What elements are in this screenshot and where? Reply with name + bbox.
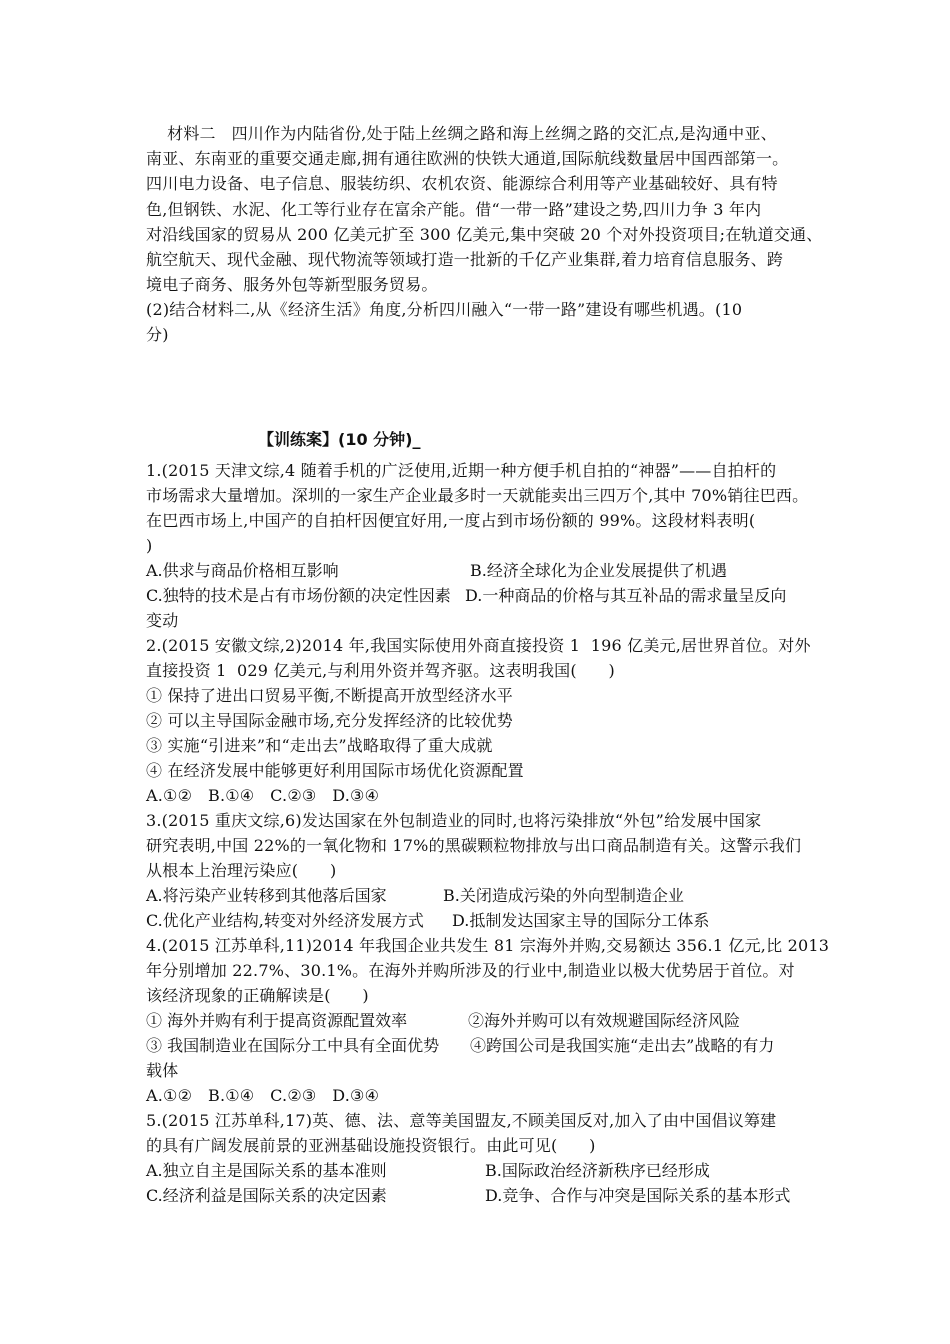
question-1-options-row [146,586,822,606]
question-5-line: 的具有广阔发展前景的亚洲基础设施投资银行。由此可见( ) [146,1136,596,1155]
question-3-options-row [146,886,822,906]
question-2-line: 2.(2015 安徽文综,2)2014 年,我国实际使用外商直接投资 1 196 亿美元,居世界首位。对外 [146,636,811,655]
option-d-continuation: 变动 [146,611,179,630]
item-4-continuation: 载体 [146,1061,179,1080]
option-d: D.抵制发达国家主导的国际分工体系 [452,911,710,930]
question-4-items-row [146,1011,822,1031]
question-4-line: 年分别增加 22.7%、30.1%。在海外并购所涉及的行业中,制造业以极大优势居于首位。对 [146,961,795,980]
option-b: B.关闭造成污染的外向型制造企业 [443,886,684,905]
option-c: C.独特的技术是占有市场份额的决定性因素 [146,586,451,605]
option-b: B.经济全球化为企业发展提供了机遇 [470,561,727,580]
question-1-options-row [146,561,822,581]
material-line: 色,但钢铁、水泥、化工等行业存在富余产能。借“一带一路”建设之势,四川力争 3 年内 [146,200,762,219]
question-3-line: 3.(2015 重庆文综,6)发达国家在外包制造业的同时,也将污染排放“外包”给发展中国家 [146,811,762,830]
question-2-item: ② 可以主导国际金融市场,充分发挥经济的比较优势 [146,711,513,730]
question-1-line: ) [146,536,153,555]
question-line: (2)结合材料二,从《经济生活》角度,分析四川融入“一带一路”建设有哪些机遇。(10 [146,300,743,319]
question-5-options-row [146,1161,822,1181]
question-line: 分) [146,325,169,344]
question-1-line: 市场需求大量增加。深圳的一家生产企业最多时一天就能卖出三四万个,其中 70%销往巴西。 [146,486,809,505]
question-3-line: 从根本上治理污染应( ) [146,861,337,880]
question-2-item: ④ 在经济发展中能够更好利用国际市场优化资源配置 [146,761,524,780]
question-3-line: 研究表明,中国 22%的一氧化物和 17%的黑碳颗粒物排放与出口商品制造有关。这警示我们 [146,836,802,855]
material-line: 四川电力设备、电子信息、服装纺织、农机农资、能源综合利用等产业基础较好、具有特 [146,174,778,193]
question-5-options-row [146,1186,822,1206]
material-line: 南亚、东南亚的重要交通走廊,拥有通往欧洲的快铁大通道,国际航线数量居中国西部第一。 [146,149,789,168]
question-2-item: ③ 实施“引进来”和“走出去”战略取得了重大成就 [146,736,493,755]
material-line: 航空航天、现代金融、现代物流等领域打造一批新的千亿产业集群,着力培育信息服务、跨 [146,250,784,269]
item-2: ②海外并购可以有效规避国际经济风险 [468,1011,741,1030]
question-2-line: 直接投资 1 029 亿美元,与利用外资并驾齐驱。这表明我国( ) [146,661,615,680]
question-4-items-row [146,1036,822,1056]
question-1-line: 1.(2015 天津文综,4 随着手机的广泛使用,近期一种方便手机自拍的“神器”——自拍杆的 [146,461,777,480]
question-2-options: A.①② B.①④ C.②③ D.③④ [146,786,380,805]
question-4-line: 该经济现象的正确解读是( ) [146,986,369,1005]
option-a: A.将污染产业转移到其他落后国家 [146,886,387,905]
question-4-line: 4.(2015 江苏单科,11)2014 年我国企业共发生 81 宗海外并购,交易额达 356.1 亿元,比 2013 [146,936,830,955]
option-c: C.优化产业结构,转变对外经济发展方式 [146,911,424,930]
item-1: ① 海外并购有利于提高资源配置效率 [146,1011,408,1030]
item-3: ③ 我国制造业在国际分工中具有全面优势 [146,1036,440,1055]
question-5-line: 5.(2015 江苏单科,17)英、德、法、意等美国盟友,不顾美国反对,加入了由中国倡议筹建 [146,1111,777,1130]
material-line: 材料二 四川作为内陆省份,处于陆上丝绸之路和海上丝绸之路的交汇点,是沟通中亚、 [146,124,777,143]
question-2-item: ① 保持了进出口贸易平衡,不断提高开放型经济水平 [146,686,513,705]
option-d: D.一种商品的价格与其互补品的需求量呈反向 [465,586,787,605]
option-a: A.供求与商品价格相互影响 [146,561,339,580]
option-a: A.独立自主是国际关系的基本准则 [146,1161,387,1180]
question-3-options-row [146,911,822,931]
section-heading: 【训练案】(10 分钟)_ [258,430,421,449]
question-4-options: A.①② B.①④ C.②③ D.③④ [146,1086,380,1105]
question-1-line: 在巴西市场上,中国产的自拍杆因便宜好用,一度占到市场份额的 99%。这段材料表明( [146,511,756,530]
material-line: 境电子商务、服务外包等新型服务贸易。 [146,275,438,294]
material-line: 对沿线国家的贸易从 200 亿美元扩至 300 亿美元,集中突破 20 个对外投资项目;在轨道交通、 [146,225,823,244]
option-b: B.国际政治经济新秩序已经形成 [485,1161,710,1180]
item-4: ④跨国公司是我国实施“走出去”战略的有力 [470,1036,775,1055]
option-d: D.竞争、合作与冲突是国际关系的基本形式 [485,1186,791,1205]
option-c: C.经济利益是国际关系的决定因素 [146,1186,387,1205]
